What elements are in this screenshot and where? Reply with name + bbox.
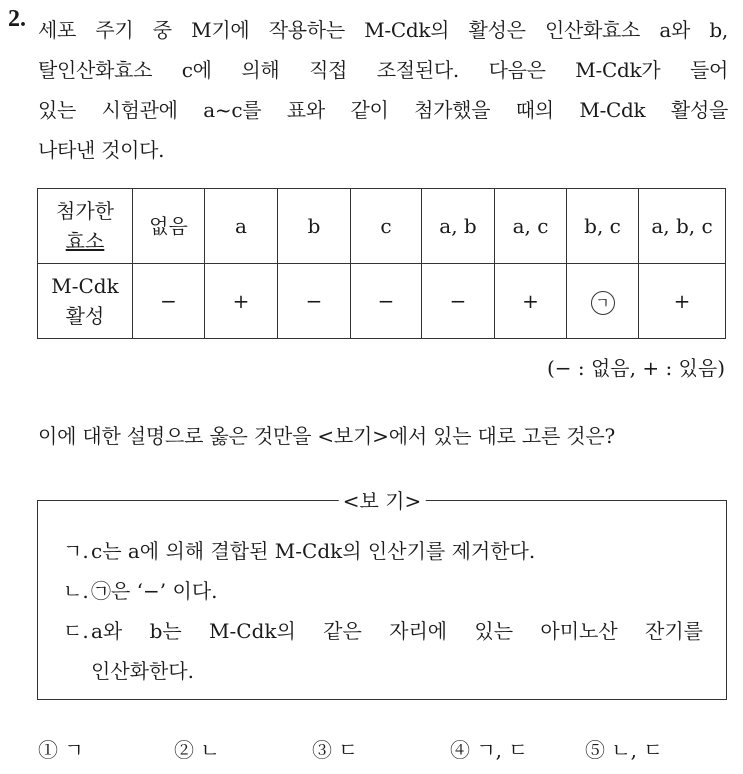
row-header-activity — [38, 264, 133, 339]
column-header: a, c — [495, 189, 567, 264]
bogi-marker: ㄱ. — [63, 539, 89, 563]
question-prompt: 이에 대한 설명으로 옳은 것만을 <보기>에서 있는 대로 고른 것은? — [38, 424, 616, 448]
bogi-item-nieun — [63, 575, 218, 604]
activity-cell: − — [133, 264, 205, 339]
column-header: a, b — [422, 189, 495, 264]
choice-4[interactable] — [450, 734, 528, 763]
choice-3[interactable] — [312, 734, 358, 763]
bogi-item-digeut — [63, 615, 703, 644]
column-header: c — [351, 189, 422, 264]
bogi-marker: ㄴ. — [63, 579, 89, 603]
table-legend: (− : 없음, + : 있음) — [546, 356, 725, 380]
activity-cell: + — [205, 264, 278, 339]
row-header-enzymes — [38, 189, 133, 264]
choice-number: ① — [38, 738, 58, 762]
bogi-title: <보 기> — [339, 485, 426, 514]
choice-5[interactable] — [585, 734, 663, 763]
activity-cell-unknown — [567, 264, 639, 339]
stem-line: 나타낸 것이다. — [38, 138, 165, 162]
choice-number: ⑤ — [585, 738, 605, 762]
row-header-line: M-Cdk — [51, 274, 119, 298]
bogi-text: c는 a에 의해 결합된 M-Cdk의 인산기를 제거한다. — [91, 539, 536, 563]
bogi-text: a와 b는 M-Cdk의 같은 자리에 있는 아미노산 잔기를 — [91, 619, 703, 643]
activity-cell: − — [422, 264, 495, 339]
choice-text: ㄱ, ㄷ — [476, 738, 528, 762]
choice-text: ㄴ, ㄷ — [611, 738, 663, 762]
column-header: 없음 — [133, 189, 205, 264]
stem-line: 있는 시험관에 a~c를 표와 같이 첨가했을 때의 M-Cdk 활성을 — [38, 98, 728, 122]
choice-number: ④ — [450, 738, 470, 762]
stem-line: 세포 주기 중 M기에 작용하는 M-Cdk의 활성은 인산화효소 a와 b, — [38, 18, 728, 42]
bogi-box — [37, 489, 727, 700]
column-header: b — [278, 189, 351, 264]
activity-cell: + — [495, 264, 567, 339]
question-stem — [38, 10, 728, 170]
choice-text: ㄷ — [338, 738, 358, 762]
column-header: b, c — [567, 189, 639, 264]
bogi-item-digeut-continuation: 인산화한다. — [91, 659, 194, 683]
choice-number: ② — [174, 738, 194, 762]
choice-number: ③ — [312, 738, 332, 762]
question-number: 2. — [8, 6, 26, 32]
choice-text: ㄴ — [200, 738, 220, 762]
choice-2[interactable] — [174, 734, 220, 763]
row-header-line: 활성 — [65, 304, 105, 328]
activity-cell: − — [351, 264, 422, 339]
table-row-enzymes — [38, 189, 726, 264]
enzyme-activity-table — [37, 188, 726, 339]
activity-cell: − — [278, 264, 351, 339]
column-header: a — [205, 189, 278, 264]
circled-giyeok-marker: ㄱ — [591, 291, 615, 315]
column-header: a, b, c — [639, 189, 726, 264]
row-header-line: 효소 — [65, 229, 105, 253]
choice-text: ㄱ — [64, 738, 84, 762]
table-row-activity — [38, 264, 726, 339]
stem-line: 탈인산화효소 c에 의해 직접 조절된다. 다음은 M-Cdk가 들어 — [38, 58, 728, 82]
activity-cell: + — [639, 264, 726, 339]
choice-1[interactable] — [38, 734, 84, 763]
bogi-text: ㉠은 ‘−’ 이다. — [91, 579, 218, 603]
row-header-line: 첨가한 — [56, 199, 114, 223]
bogi-item-giyeok — [63, 535, 535, 564]
bogi-marker: ㄷ. — [63, 619, 89, 643]
